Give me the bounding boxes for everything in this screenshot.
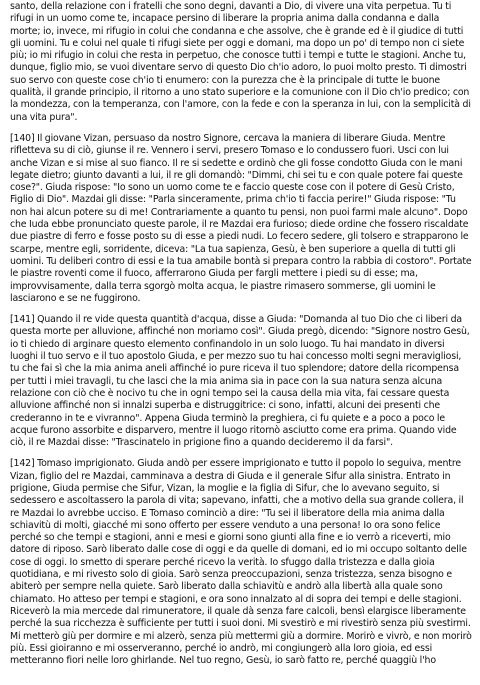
paragraph-intro: santo, della relazione con i fratelli che sono degni, davanti a Dio, di vivere una vita perpetua. Tu ti rifugi in un uomo come te, incapace persino di liberare la propria anima dalla condanna e dalla morte; io, invece, mi rifugio in colui che condanna e che assolve, che è grande ed è il giudice di tutti gli uomini. Tu e colui nel quale ti rifugi siete per oggi e domani, ma dopo un po' di tempo non ci siete più; io mi rifugio in colui che resta in perpetuo, che conosce tutti i tempi e tutte le stagioni. Anche tu, dunque, figlio mio, se vuoi diventare servo di questo Dio ch'io adoro, lo puoi molto presto. Ti dimostri suo servo con queste cose ch'io ti enumero: con la purezza che è la principale di tutte le buone qualità, il grande principio, il ritorno a uno stato superiore e la comunione con il Dio ch'io predico; con la mondezza, con la temperanza, con l'amore, con la fede e con la speranza in lui, con la semplicità di una vita pura". (10, 1, 471, 123)
paragraph-gap (10, 305, 472, 314)
paragraph-140: [140] Il giovane Vizan, persuaso da nostro Signore, cercava la maniera di liberare Giuda. Mentre rifletteva su di ciò, giunse il re. Vennero i servi, presero Tomaso e lo condussero fuori. Usci con lui anche Vizan e si mise al suo fianco. Il re si sedette e ordinò che gli fosse condotto Giuda con le mani legate dietro; giunto davanti a lui, il re gli domandò: "Dimmi, chi sei tu e con quale potere fai queste cose?". Giuda rispose: "Io sono un uomo come te e faccio queste cose con il potere di Gesù Cristo, Figlio di Dio". Mazdai gli disse: "Parla sinceramente, prima ch'io ti faccia perire!" Giuda rispose: "Tu non hai alcun potere su di me! Contrariamente a quanto tu pensi, non puoi farmi male alcuno". Dopo che Iuda ebbe pronunciato queste parole, il re Mazdai era furioso; diede ordine che fossero riscaldate due piastre di ferro e fosse posto su di esse a piedi nudi. Lo fecero sedere, gli tolsero e strapparono le scarpe, mentre egli, sorridente, diceva: "La tua sapienza, Gesù, è ben superiore a quella di tutti gli uomini. Tu deliberi contro di essi e la tua amabile bontà si prepara contro la rabbia di costoro". Portate le piastre roventi come il fuoco, afferrarono Giuda per fargli mettere i piedi su di esse; ma, improvvisamente, dalla terra sgorgò molta acqua, le piastre rimasero sommerse, gli uomini le lasciarono e se ne fuggirono. (10, 132, 472, 304)
paragraph-gap (10, 124, 472, 133)
paragraph-142: [142] Tomaso imprigionato. Giuda andò per essere imprigionato e tutto il popolo lo seguiva, mentre Vizan, figlio del re Mazdai, camminava a destra di Giuda e il generale Sifur alla sinistra. Entrato in prigione, Giuda permise che Sifur, Vizan, la moglie e la figlia di Sifur, che lo avevano seguito, si sedessero e ascoltassero la parola di vita; sapevano, infatti, che a motivo della sua grande collera, il re Mazdai lo avrebbe ucciso. E Tomaso cominciò a dire: "Tu sei il liberatore della mia anima dalla schiavitù di molti, giacché mi sono offerto per essere venduto a una persona! Io ora sono felice perché so che tempi e stagioni, anni e mesi e giorni sono giunti alla fine e io verrò a riceverti, mio datore di riposo. Sarò liberato dalle cose di oggi e da quelle di domani, ed io mi occupo soltanto delle cose di oggi. Io smetto di sperare perché ricevo la verità. Io sfuggo dalla tristezza e dalla gioia quotidiana, e mi rivesto solo di gioia. Sarò senza preoccupazioni, senza tristezza, senza bisogno e abiterò per sempre nella quiete. Sarò liberato dalla schiavitù e andrò alla libertà alla quale sono chiamato. Ho atteso per tempi e stagioni, e ora sono innalzato al di sopra dei tempi e delle stagioni. Riceverò la mia mercede dal rimuneratore, il quale dà senza fare calcoli, bensì elargisce liberamente perché la sua ricchezza è sufficiente per tutti i suoi doni. Mi svestirò e mi rivestirò senza più svestirmi. Mi metterò giù per dormire e mi alzerò, senza più mettermi giù a dormire. Morirò e vivrò, e non morirò più. Essi gioiranno e mi osserveranno, perché io andrò, mi congiungerò alla loro gioia, ed essi metteranno fiori nelle loro ghirlande. Nel tuo regno, Gesù, io sarò fatto re, perché quaggiù l'ho (10, 458, 472, 667)
paragraph-141: [141] Quando il re vide questa quantità d'acqua, disse a Giuda: "Domanda al tuo Dio che ci liberi da questa morte per alluvione, affinché non moriamo così". Giuda pregò, dicendo: "Signore nostro Gesù, io ti chiedo di arginare questo elemento confinandolo in un solo luogo. Tu hai mandato in diversi luoghi il tuo servo e il tuo apostolo Giuda, e per mezzo suo tu hai concesso molti segni meravigliosi, tu che fai sì che la mia anima aneli affinché io pure riceva il tuo splendore; datore della ricompensa per tutti i miei travagli, tu che lasci che la mia anima sia in pace con la sua natura senza alcuna relazione con ciò che è nocivo tu che in ogni tempo sei la causa della mia vita, fai cessare questa alluvione affinché non si innalzi superba e distruggitrice: ci sono, infatti, alcuni dei presenti che crederanno in te e vivranno". Appena Giuda terminò la preghiera, ci fu quiete e a poco a poco le acque furono assorbite e disparvero, mentre il luogo ritornò asciutto come era prima. Quando vide ciò, il re Mazdai disse: "Trascinatelo in prigione fino a quando decideremo il da farsi". (10, 314, 470, 449)
paragraph-gap (10, 449, 472, 458)
